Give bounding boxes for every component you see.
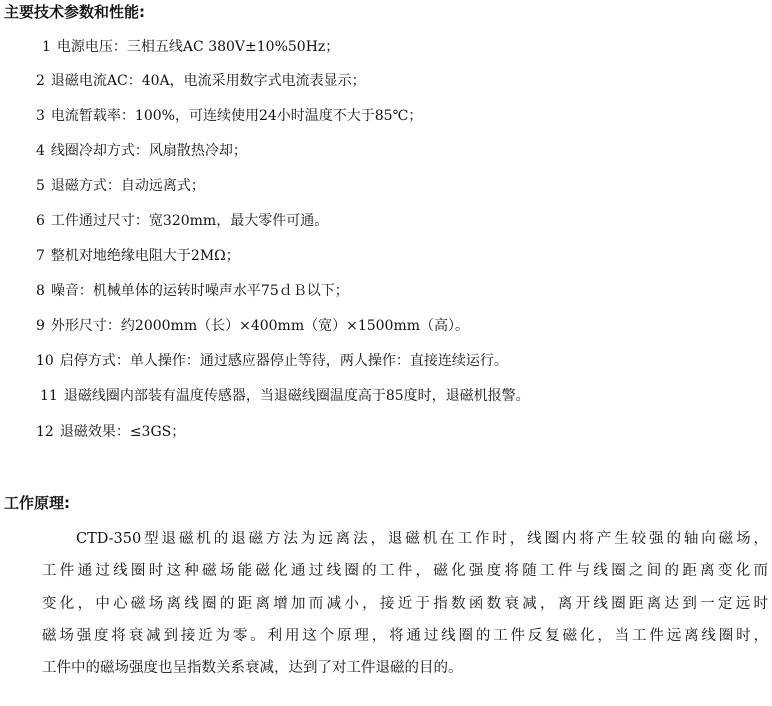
spec-number: 12 (36, 424, 54, 440)
specs-heading: 主要技术参数和性能: (4, 3, 145, 21)
spec-text: 退磁电流AC：40A，电流采用数字式电流表显示； (50, 73, 366, 89)
spec-number: 8 (36, 283, 45, 299)
spec-text: 启停方式：单人操作：通过感应器停止等待，两人操作：直接连续运行。 (59, 353, 508, 369)
spec-text: 退磁方式：自动远离式； (50, 178, 205, 194)
spec-number: 9 (36, 318, 45, 334)
spec-text: 噪音：机械单体的运转时噪声水平75ｄＢ以下； (50, 283, 349, 299)
spec-item-2 (36, 71, 366, 91)
spec-item-1 (42, 37, 339, 57)
spec-item-4 (36, 141, 247, 161)
spec-item-11 (40, 386, 530, 406)
spec-item-10 (36, 351, 508, 371)
principle-paragraph (42, 523, 768, 684)
paragraph-line: 工件中的磁场强度也呈指数关系衰减，达到了对工件退磁的目的。 (42, 660, 463, 677)
spec-text: 退磁效果：≤3GS； (59, 424, 186, 440)
spec-text: 电流暂载率：100%，可连续使用24小时温度不大于85℃； (50, 108, 423, 124)
spec-number: 3 (36, 108, 45, 124)
spec-text: 线圈冷却方式：风扇散热冷却； (50, 143, 247, 159)
spec-text: 整机对地绝缘电阻大于2MΩ； (50, 248, 240, 264)
spec-item-8 (36, 281, 349, 301)
spec-number: 7 (36, 248, 45, 264)
spec-item-6 (36, 211, 328, 231)
spec-number: 4 (36, 143, 45, 159)
spec-item-5 (36, 176, 205, 196)
spec-number: 10 (36, 353, 54, 369)
spec-text: 工件通过尺寸：宽320mm，最大零件可通。 (50, 213, 329, 229)
paragraph-line: 磁场强度将衰减到接近为零。利用这个原理，将通过线圈的工件反复磁化，当工件远离线圈时， (42, 627, 768, 644)
spec-number: 11 (40, 388, 58, 404)
spec-number: 2 (36, 73, 45, 89)
spec-text: 电源电压：三相五线AC 380V±10%50Hz； (56, 39, 340, 55)
spec-item-3 (36, 106, 422, 126)
spec-text: 退磁线圈内部装有温度传感器，当退磁线圈温度高于85度时，退磁机报警。 (63, 388, 530, 404)
spec-number: 1 (42, 39, 51, 55)
principle-heading: 工作原理: (4, 494, 70, 512)
spec-number: 6 (36, 213, 45, 229)
paragraph-line: 工件通过线圈时这种磁场能磁化通过线圈的工件，磁化强度将随工件与线圈之间的距离变化而 (42, 563, 768, 580)
spec-item-12 (36, 422, 185, 442)
spec-text: 外形尺寸：约2000mm（长）×400mm（宽）×1500mm（高）。 (50, 318, 470, 334)
spec-item-7 (36, 246, 240, 266)
paragraph-line: CTD-350型退磁机的退磁方法为远离法，退磁机在工作时，线圈内将产生较强的轴向磁场， (76, 531, 768, 547)
spec-number: 5 (36, 178, 45, 194)
paragraph-line: 变化，中心磁场离线圈的距离增加而减小，接近于指数函数衰减，离开线圈距离达到一定远时 (42, 595, 768, 612)
spec-item-9 (36, 316, 469, 336)
